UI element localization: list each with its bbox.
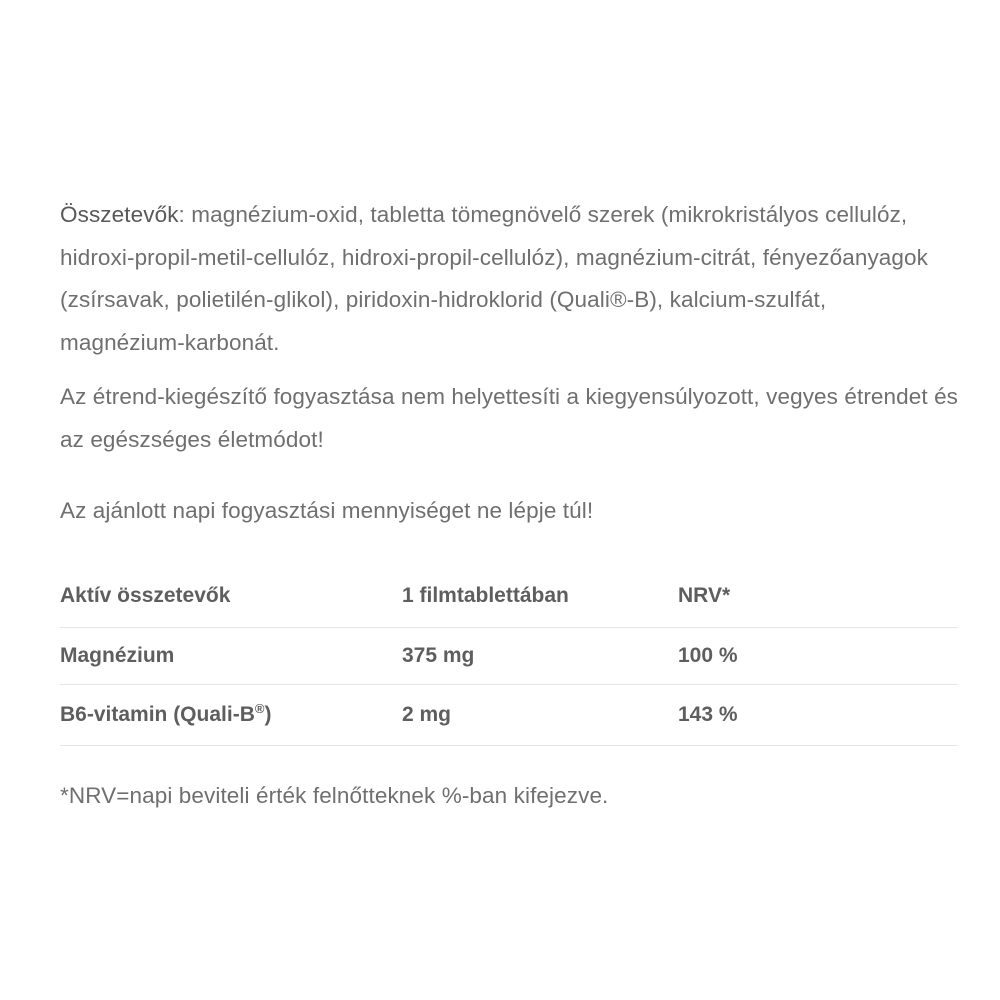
row-nrv: 100 % bbox=[678, 627, 958, 684]
ingredients-paragraph bbox=[60, 194, 940, 364]
row-amount: 2 mg bbox=[402, 684, 678, 745]
row-nrv: 143 % bbox=[678, 684, 958, 745]
header-active-ingredients: Aktív összetevők bbox=[60, 569, 402, 628]
warning-balanced-diet: Az étrend-kiegészítő fogyasztása nem helyettesíti a kiegyensúlyozott, vegyes étrendet és az egészséges életmódot! bbox=[60, 384, 959, 452]
warning-daily-dose: Az ajánlott napi fogyasztási mennyiséget ne lépje túl! bbox=[60, 498, 594, 523]
header-per-tablet: 1 filmtablettában bbox=[402, 569, 678, 628]
ingredients-text: : magnézium-oxid, tabletta tömegnövelő szerek (mikrokristályos cellulóz, hidroxi-propil-metil-cellulóz, hidroxi-propil-cellulóz), magnézium-citrát, fényezőanyagok (zsírsavak, polietilén-glikol), piridoxin-hidroklorid (Quali®-B), kalcium-szulfát, magnézium-karbonát. bbox=[60, 202, 928, 355]
table-header-row bbox=[60, 569, 958, 628]
product-info bbox=[60, 194, 960, 817]
ingredients-label: Összetevők bbox=[60, 202, 179, 227]
header-nrv: NRV* bbox=[678, 569, 958, 628]
active-ingredients-table bbox=[60, 569, 958, 746]
registered-mark: ® bbox=[254, 700, 265, 716]
row-name-suffix: ) bbox=[264, 702, 272, 726]
table-row bbox=[60, 627, 958, 684]
row-name-text: B6-vitamin (Quali-B bbox=[60, 702, 255, 726]
nrv-footnote: *NRV=napi beviteli érték felnőtteknek %-ban kifejezve. bbox=[60, 782, 609, 808]
row-amount: 375 mg bbox=[402, 627, 678, 684]
row-name bbox=[60, 684, 402, 745]
table-row bbox=[60, 684, 958, 745]
row-name: Magnézium bbox=[60, 627, 402, 684]
